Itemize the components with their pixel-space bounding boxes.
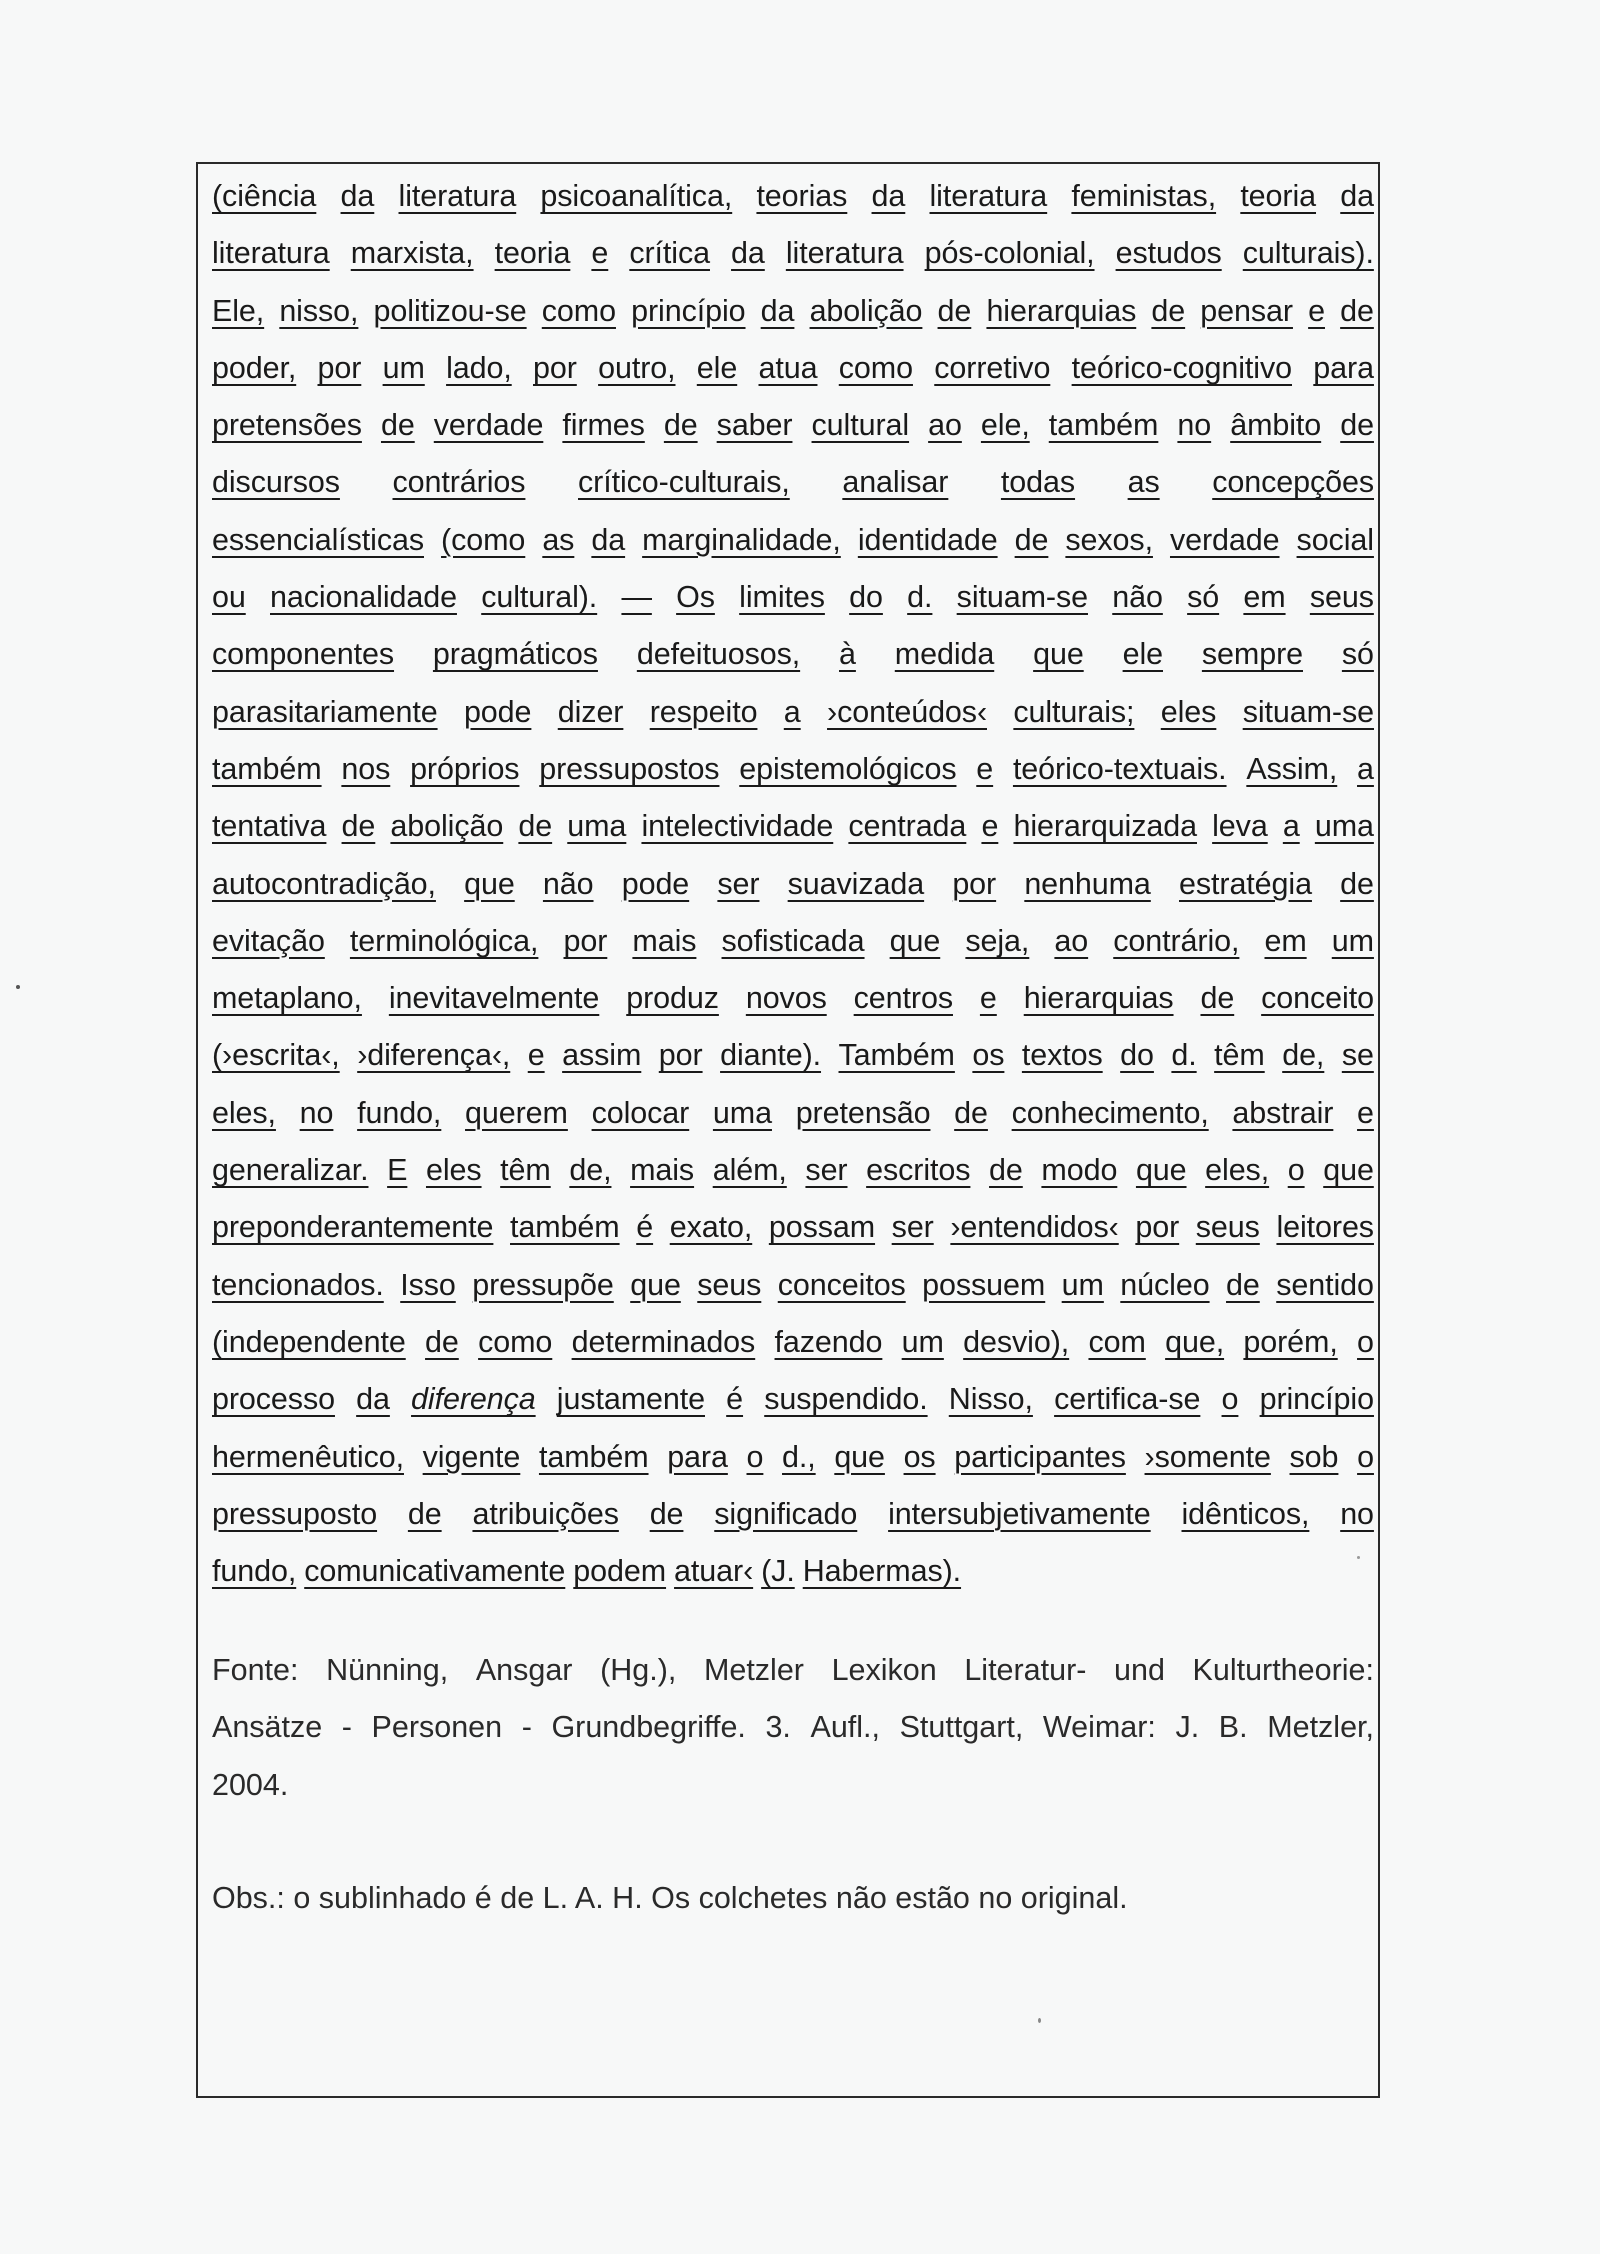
text-line: ou nacionalidade cultural). — Os limites do d. situam-se não só em seus xyxy=(212,580,1374,615)
text-line: metaplano, inevitavelmente produz novos centros e hierarquias de conceito xyxy=(212,981,1374,1016)
text-line: literatura marxista, teoria e crítica da literatura pós-colonial, estudos culturais). xyxy=(212,236,1374,271)
text-line: eles, no fundo, querem colocar uma pretensão de conhecimento, abstrair e xyxy=(212,1095,1374,1130)
text-line: tencionados. Isso pressupõe que seus conceitos possuem um núcleo de sentido xyxy=(212,1267,1374,1302)
text-line: preponderantemente também é exato, possam ser ›entendidos‹ por seus leitores xyxy=(212,1210,1374,1245)
text-line: Fonte: Nünning, Ansgar (Hg.), Metzler Lexikon Literatur- und Kulturtheorie: xyxy=(212,1653,1374,1687)
text-line: generalizar. E eles têm de, mais além, ser escritos de modo que eles, o que xyxy=(212,1153,1374,1188)
text-line: processo da diferença justamente é suspendido. Nisso, certifica-se o princípio xyxy=(212,1382,1374,1417)
scan-speck xyxy=(1038,2018,1041,2023)
text-line: (ciência da literatura psicoanalítica, teorias da literatura feministas, teoria da xyxy=(212,179,1374,213)
text-line: parasitariamente pode dizer respeito a ›conteúdos‹ culturais; eles situam-se xyxy=(212,694,1374,729)
text-line: discursos contrários crítico-culturais, analisar todas as concepções xyxy=(212,465,1374,500)
source-citation xyxy=(212,1642,1374,1814)
text-line: essencialísticas (como as da marginalidade, identidade de sexos, verdade social xyxy=(212,522,1374,557)
text-line: 2004. xyxy=(212,1767,289,1802)
text-line: tentativa de abolição de uma intelectividade centrada e hierarquizada leva a uma xyxy=(212,809,1374,844)
text-line: fundo, comunicativamente podem atuar‹ (J. Habermas). xyxy=(212,1554,962,1589)
text-line: também nos próprios pressupostos epistemológicos e teórico-textuais. Assim, a xyxy=(212,751,1374,786)
text-line: componentes pragmáticos defeituosos, à medida que ele sempre só xyxy=(212,637,1374,672)
text-line: pretensões de verdade firmes de saber cultural ao ele, também no âmbito de xyxy=(212,408,1374,443)
text-line: (›escrita‹, ›diferença‹, e assim por diante). Também os textos do d. têm de, se xyxy=(212,1038,1374,1073)
text-line: Ansätze - Personen - Grundbegriffe. 3. Aufl., Stuttgart, Weimar: J. B. Metzler, xyxy=(212,1710,1374,1745)
text-line: hermenêutico, vigente também para o d., que os participantes ›somente sob o xyxy=(212,1439,1374,1474)
text-line: (independente de como determinados fazendo um desvio), com que, porém, o xyxy=(212,1324,1374,1359)
page-frame xyxy=(196,162,1380,2098)
scan-speck xyxy=(1357,1556,1360,1559)
text-line: Ele, nisso, politizou-se como princípio da abolição de hierarquias de pensar e de xyxy=(212,293,1374,328)
text-line: poder, por um lado, por outro, ele atua como corretivo teórico-cognitivo para xyxy=(212,350,1374,385)
text-line: autocontradição, que não pode ser suavizada por nenhuma estratégia de xyxy=(212,866,1374,901)
text-line: evitação terminológica, por mais sofisticada que seja, ao contrário, em um xyxy=(212,923,1374,958)
text-line: pressuposto de atribuições de significado intersubjetivamente idênticos, no xyxy=(212,1496,1374,1531)
body-text xyxy=(212,168,1374,1600)
scan-speck xyxy=(16,985,20,989)
note: Obs.: o sublinhado é de L. A. H. Os colchetes não estão no original. xyxy=(212,1881,1128,1915)
